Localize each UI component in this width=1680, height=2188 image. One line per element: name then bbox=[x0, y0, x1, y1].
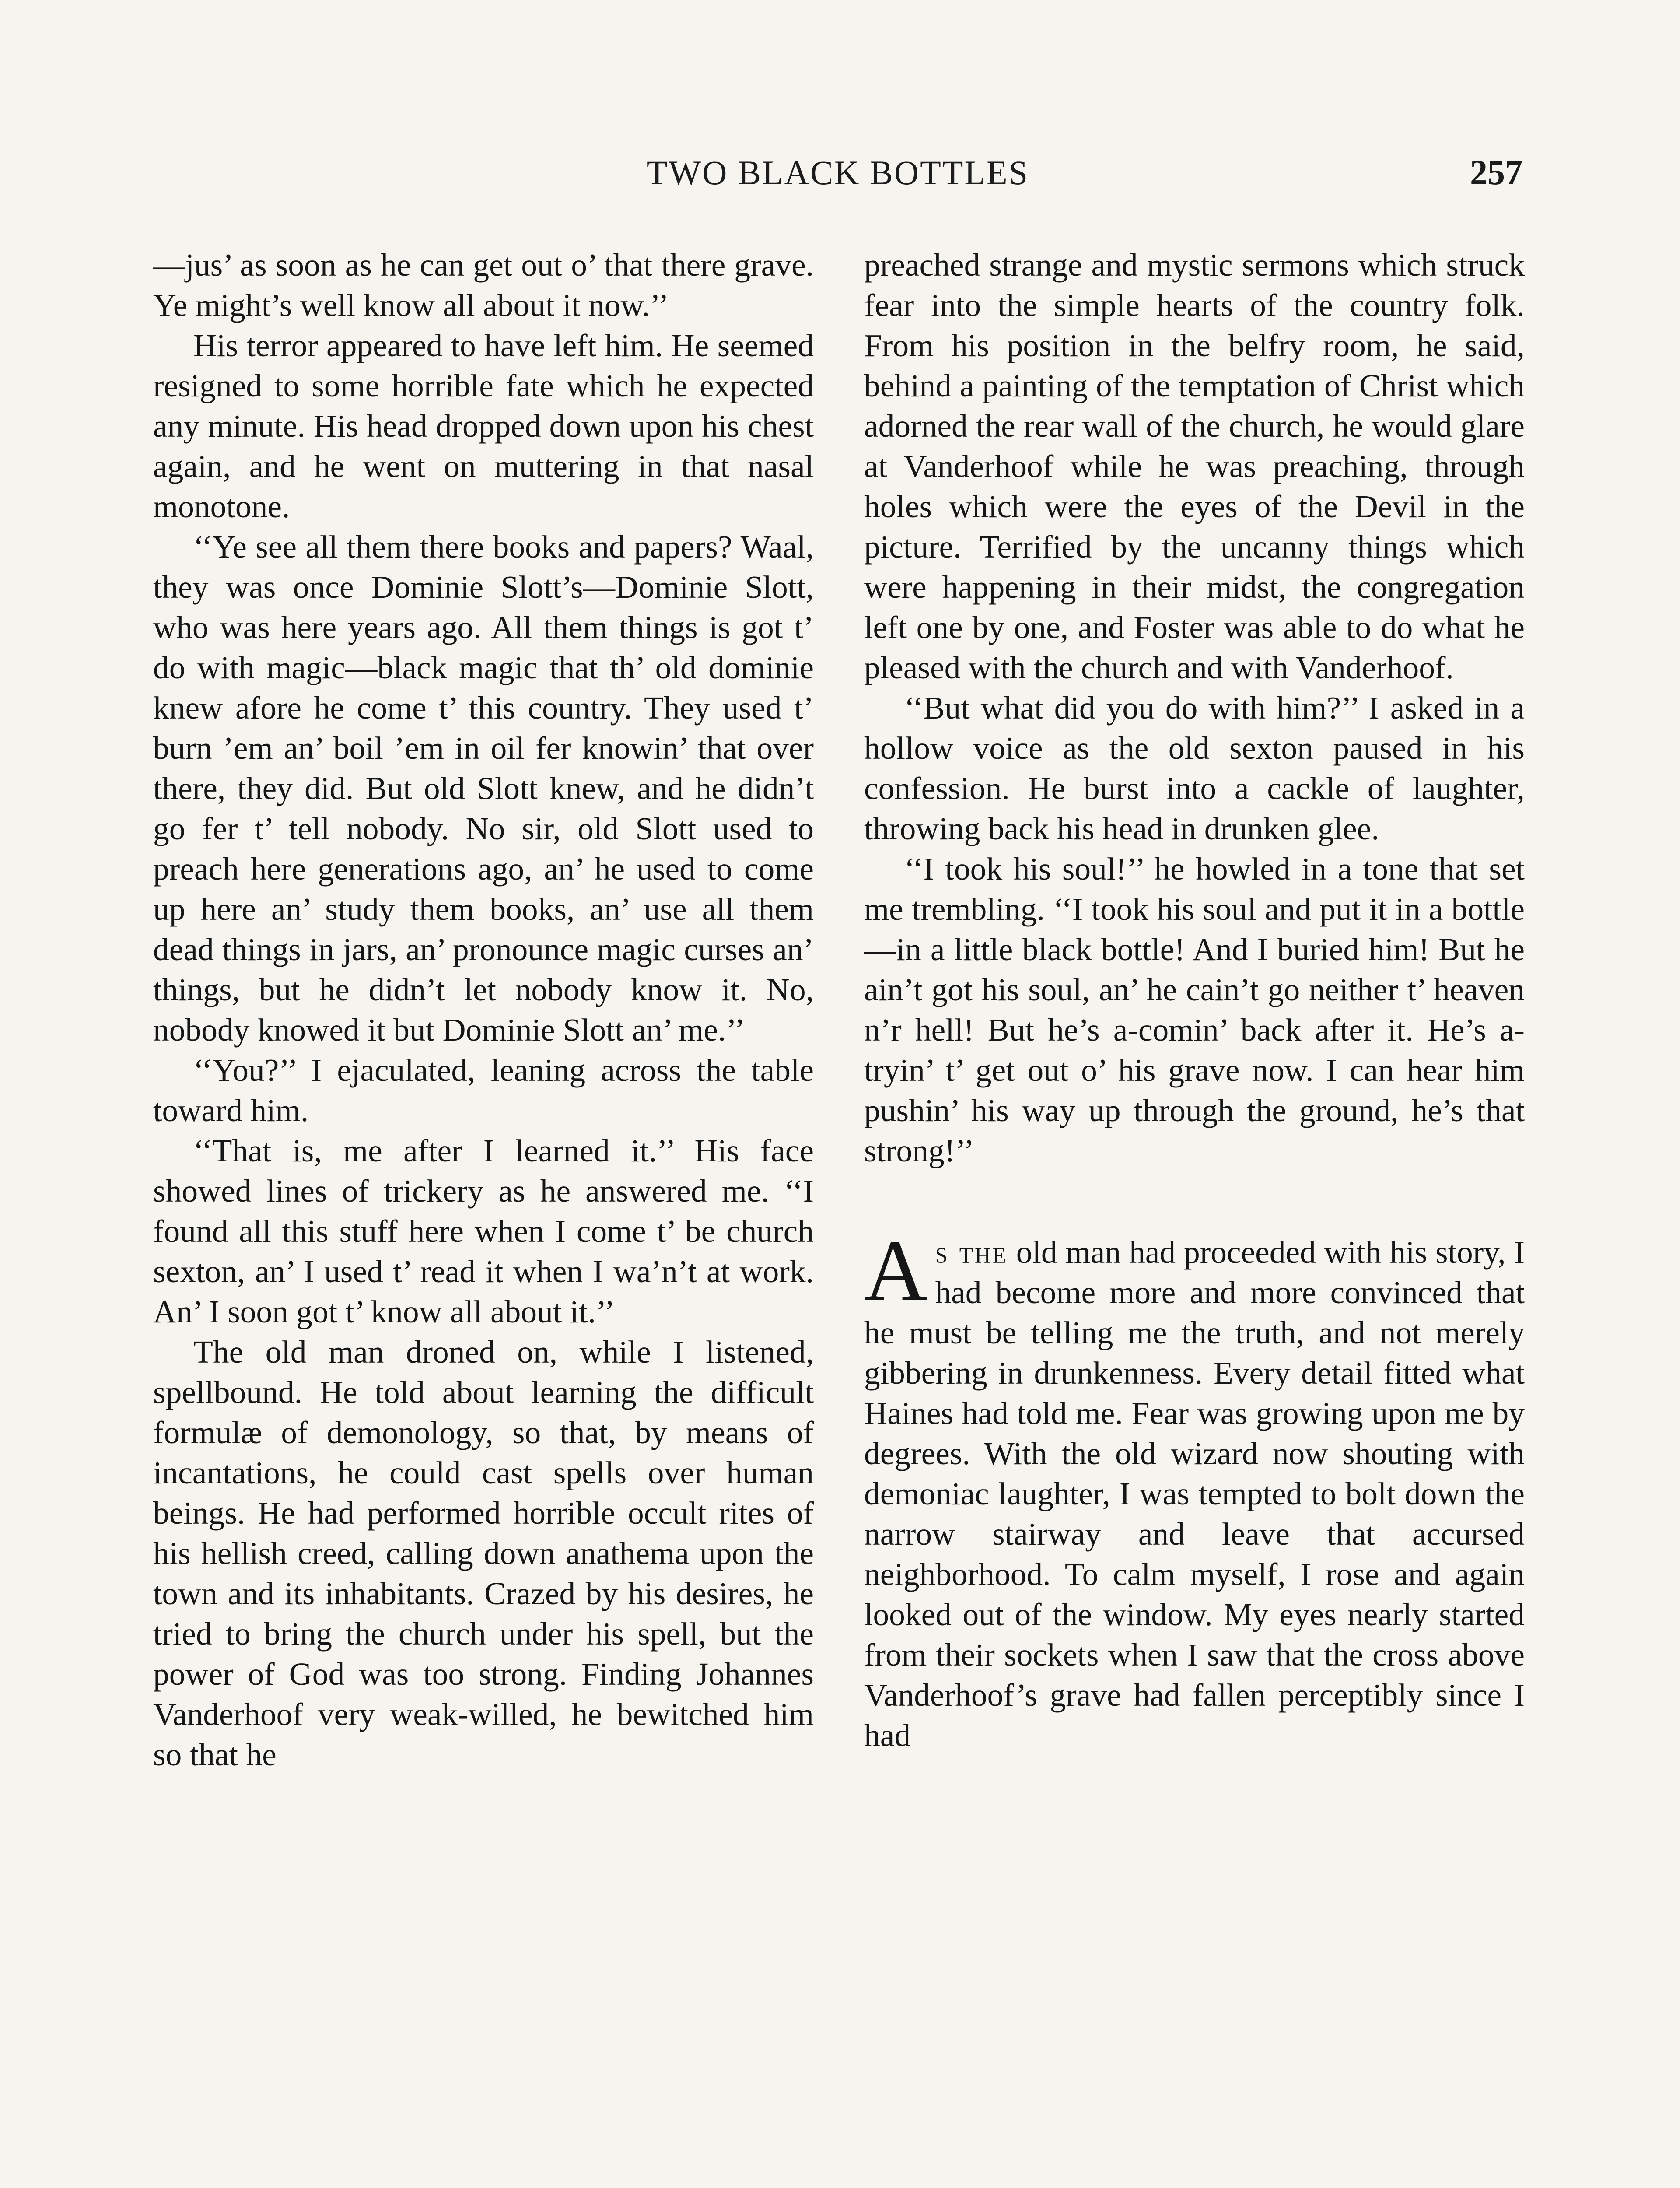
left-column bbox=[153, 245, 814, 2188]
small-caps-lead: s the bbox=[935, 1234, 1008, 1270]
paragraph: ‘‘But what did you do with him?’’ I asked in a hollow voice as the old sexton paused in his confession. He burst into a cackle of laughter, throwing back his head in drunken glee. bbox=[864, 690, 1525, 846]
running-header bbox=[153, 153, 1522, 201]
section-break bbox=[864, 1171, 1525, 1232]
paragraph: ‘‘You?’’ I ejaculated, leaning across the table toward him. bbox=[153, 1052, 814, 1128]
paragraph-text: old man had proceeded with his story, I had become more and more convinced that he must be telling me the truth, and not merely gibbering in drunkenness. Every detail fitted what Haines had told me. Fear was growing upon me by degrees. With the old wizard now shouting with demoniac laughter, I was tempted to bolt down the narrow stairway and leave that accursed neighborhood. To calm myself, I rose and again looked out of the window. My eyes nearly started from their sockets when I saw that the cross above Vanderhoof’s grave had fallen perceptibly since I had bbox=[864, 1234, 1525, 1753]
paragraph: —jus’ as soon as he can get out o’ that there grave. Ye might’s well know all about it now.’’ bbox=[153, 247, 814, 323]
right-column bbox=[864, 245, 1525, 2188]
drop-cap: A bbox=[864, 1222, 928, 1319]
paragraph: preached strange and mystic sermons which struck fear into the simple hearts of the country folk. From his position in the belfry room, he said, behind a painting of the temptation of Christ which adorned the rear wall of the church, he would glare at Vanderhoof while he was preaching, through holes which were the eyes of the Devil in the picture. Terrified by the uncanny things which were happening in their midst, the congregation left one by one, and Foster was able to do what he pleased with the church and with Vanderhoof. bbox=[864, 247, 1525, 685]
paragraph: ‘‘That is, me after I learned it.’’ His face showed lines of trickery as he answered me. ‘‘I found all this stuff here when I come t’ be church sexton, an’ I used t’ read it when I wa’n’t at work. An’ I soon got t’ know all about it.’’ bbox=[153, 1133, 814, 1329]
page-number: 257 bbox=[1470, 154, 1522, 192]
paragraph: The old man droned on, while I listened, spellbound. He told about learning the difficult formulæ of demonology, so that, by means of incantations, he could cast spells over human beings. He had performed horrible occult rites of his hellish creed, calling down anathema upon the town and its inhabitants. Crazed by his desires, he tried to bring the church under his spell, but the power of God was too strong. Finding Johannes Vanderhoof very weak-willed, he bewitched him so that he bbox=[153, 1334, 814, 1772]
paragraph: His terror appeared to have left him. He seemed resigned to some horrible fate which he expected any minute. His head dropped down upon his chest again, and he went on muttering in that nasal monotone. bbox=[153, 328, 814, 524]
story-title: TWO BLACK BOTTLES bbox=[646, 154, 1029, 192]
paragraph: ‘‘Ye see all them there books and papers? Waal, they was once Dominie Slott’s—Dominie Slott, who was here years ago. All them things is got t’ do with magic—black magic that th’ old dominie knew afore he come t’ this country. They used t’ burn ’em an’ boil ’em in oil fer knowin’ that over there, they did. But old Slott knew, and he didn’t go fer t’ tell nobody. No sir, old Slott used to preach here generations ago, an’ he used to come up here an’ study them books, an’ use all them dead things in jars, an’ pronounce magic curses an’ things, but he didn’t let nobody know it. No, nobody knowed it but Dominie Slott an’ me.’’ bbox=[153, 529, 814, 1048]
paragraph: ‘‘I took his soul!’’ he howled in a tone that set me trembling. ‘‘I took his soul and put it in a bottle—in a little black bottle! And I buried him! But he ain’t got his soul, an’ he cain’t go neither t’ heaven n’r hell! But he’s a-comin’ back after it. He’s a-tryin’ t’ get out o’ his grave now. I can hear him pushin’ his way up through the ground, he’s that strong!’’ bbox=[864, 851, 1525, 1168]
section-opening-paragraph bbox=[864, 1222, 1525, 1756]
